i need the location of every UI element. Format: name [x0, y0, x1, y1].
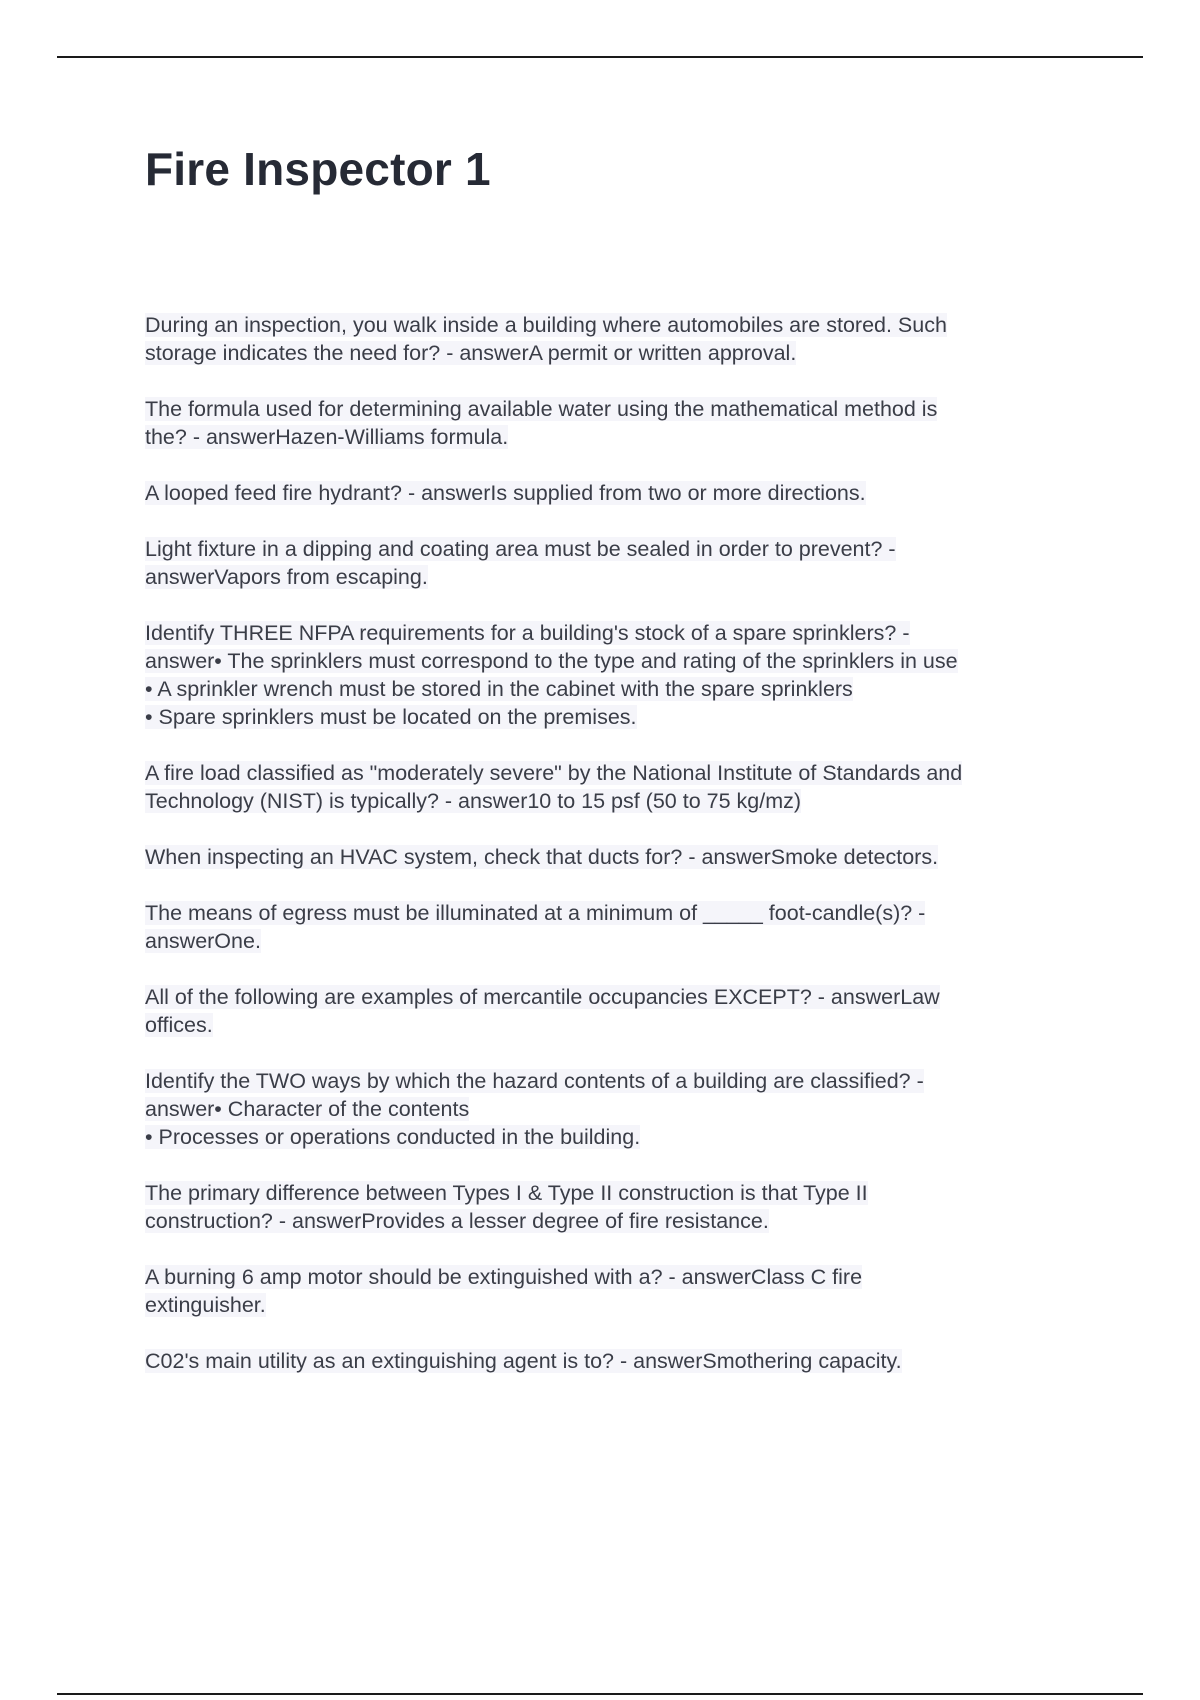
qa-line-text: During an inspection, you walk inside a building where automobiles are stored. Such	[145, 313, 947, 337]
qa-line	[145, 1123, 1090, 1151]
qa-item	[145, 983, 1090, 1039]
qa-item	[145, 619, 1090, 731]
qa-item	[145, 1067, 1090, 1151]
qa-line	[145, 1263, 1090, 1291]
qa-line-text: A looped feed fire hydrant? - answerIs supplied from two or more directions.	[145, 481, 866, 505]
qa-item	[145, 1347, 1090, 1375]
qa-line	[145, 983, 1090, 1011]
qa-item	[145, 899, 1090, 955]
qa-line	[145, 703, 1090, 731]
qa-line-text: • Processes or operations conducted in the building.	[145, 1125, 641, 1149]
qa-item	[145, 759, 1090, 815]
qa-line	[145, 899, 1090, 927]
qa-line	[145, 1095, 1090, 1123]
qa-item	[145, 1179, 1090, 1235]
qa-line-text: The primary difference between Types I & Type II construction is that Type II	[145, 1181, 868, 1205]
qa-line-text: The means of egress must be illuminated at a minimum of _____ foot-candle(s)? -	[145, 901, 926, 925]
qa-line	[145, 479, 1090, 507]
bottom-rule	[57, 1693, 1143, 1695]
qa-line	[145, 1011, 1090, 1039]
qa-line-text: When inspecting an HVAC system, check that ducts for? - answerSmoke detectors.	[145, 845, 939, 869]
qa-line-text: answerVapors from escaping.	[145, 565, 428, 589]
qa-line	[145, 619, 1090, 647]
qa-line	[145, 395, 1090, 423]
qa-line	[145, 843, 1090, 871]
qa-line-text: Light fixture in a dipping and coating area must be sealed in order to prevent? -	[145, 537, 896, 561]
qa-line	[145, 311, 1090, 339]
qa-line-text: extinguisher.	[145, 1293, 266, 1317]
qa-line	[145, 423, 1090, 451]
qa-line	[145, 787, 1090, 815]
qa-line	[145, 1291, 1090, 1319]
qa-item	[145, 843, 1090, 871]
qa-line	[145, 927, 1090, 955]
top-rule	[57, 56, 1143, 58]
qa-line-text: the? - answerHazen-Williams formula.	[145, 425, 509, 449]
qa-line-text: construction? - answerProvides a lesser degree of fire resistance.	[145, 1209, 769, 1233]
qa-line	[145, 535, 1090, 563]
qa-item	[145, 1263, 1090, 1319]
qa-item	[145, 479, 1090, 507]
qa-line	[145, 759, 1090, 787]
qa-line	[145, 1207, 1090, 1235]
question-answer-list	[145, 311, 1090, 1403]
document-title: Fire Inspector 1	[145, 143, 491, 195]
qa-line-text: Identify the TWO ways by which the hazard contents of a building are classified? -	[145, 1069, 924, 1093]
qa-line-text: answer• The sprinklers must correspond to the type and rating of the sprinklers in use	[145, 649, 958, 673]
qa-item	[145, 311, 1090, 367]
qa-line	[145, 1067, 1090, 1095]
qa-line-text: C02's main utility as an extinguishing agent is to? - answerSmothering capacity.	[145, 1349, 902, 1373]
qa-line	[145, 1347, 1090, 1375]
qa-line	[145, 339, 1090, 367]
qa-line-text: answer• Character of the contents	[145, 1097, 470, 1121]
qa-item	[145, 535, 1090, 591]
qa-line	[145, 675, 1090, 703]
qa-line-text: storage indicates the need for? - answerA permit or written approval.	[145, 341, 797, 365]
qa-line-text: A burning 6 amp motor should be extinguished with a? - answerClass C fire	[145, 1265, 863, 1289]
qa-line-text: • A sprinkler wrench must be stored in the cabinet with the spare sprinklers	[145, 677, 853, 701]
qa-line	[145, 563, 1090, 591]
qa-line-text: The formula used for determining available water using the mathematical method is	[145, 397, 938, 421]
qa-line-text: answerOne.	[145, 929, 261, 953]
qa-line	[145, 1179, 1090, 1207]
qa-line-text: Technology (NIST) is typically? - answer10 to 15 psf (50 to 75 kg/mz)	[145, 789, 802, 813]
qa-item	[145, 395, 1090, 451]
qa-line-text: A fire load classified as "moderately severe" by the National Institute of Standards and	[145, 761, 963, 785]
qa-line-text: offices.	[145, 1013, 213, 1037]
qa-line-text: • Spare sprinklers must be located on the premises.	[145, 705, 637, 729]
qa-line-text: All of the following are examples of mercantile occupancies EXCEPT? - answerLaw	[145, 985, 940, 1009]
qa-line	[145, 647, 1090, 675]
qa-line-text: Identify THREE NFPA requirements for a building's stock of a spare sprinklers? -	[145, 621, 910, 645]
